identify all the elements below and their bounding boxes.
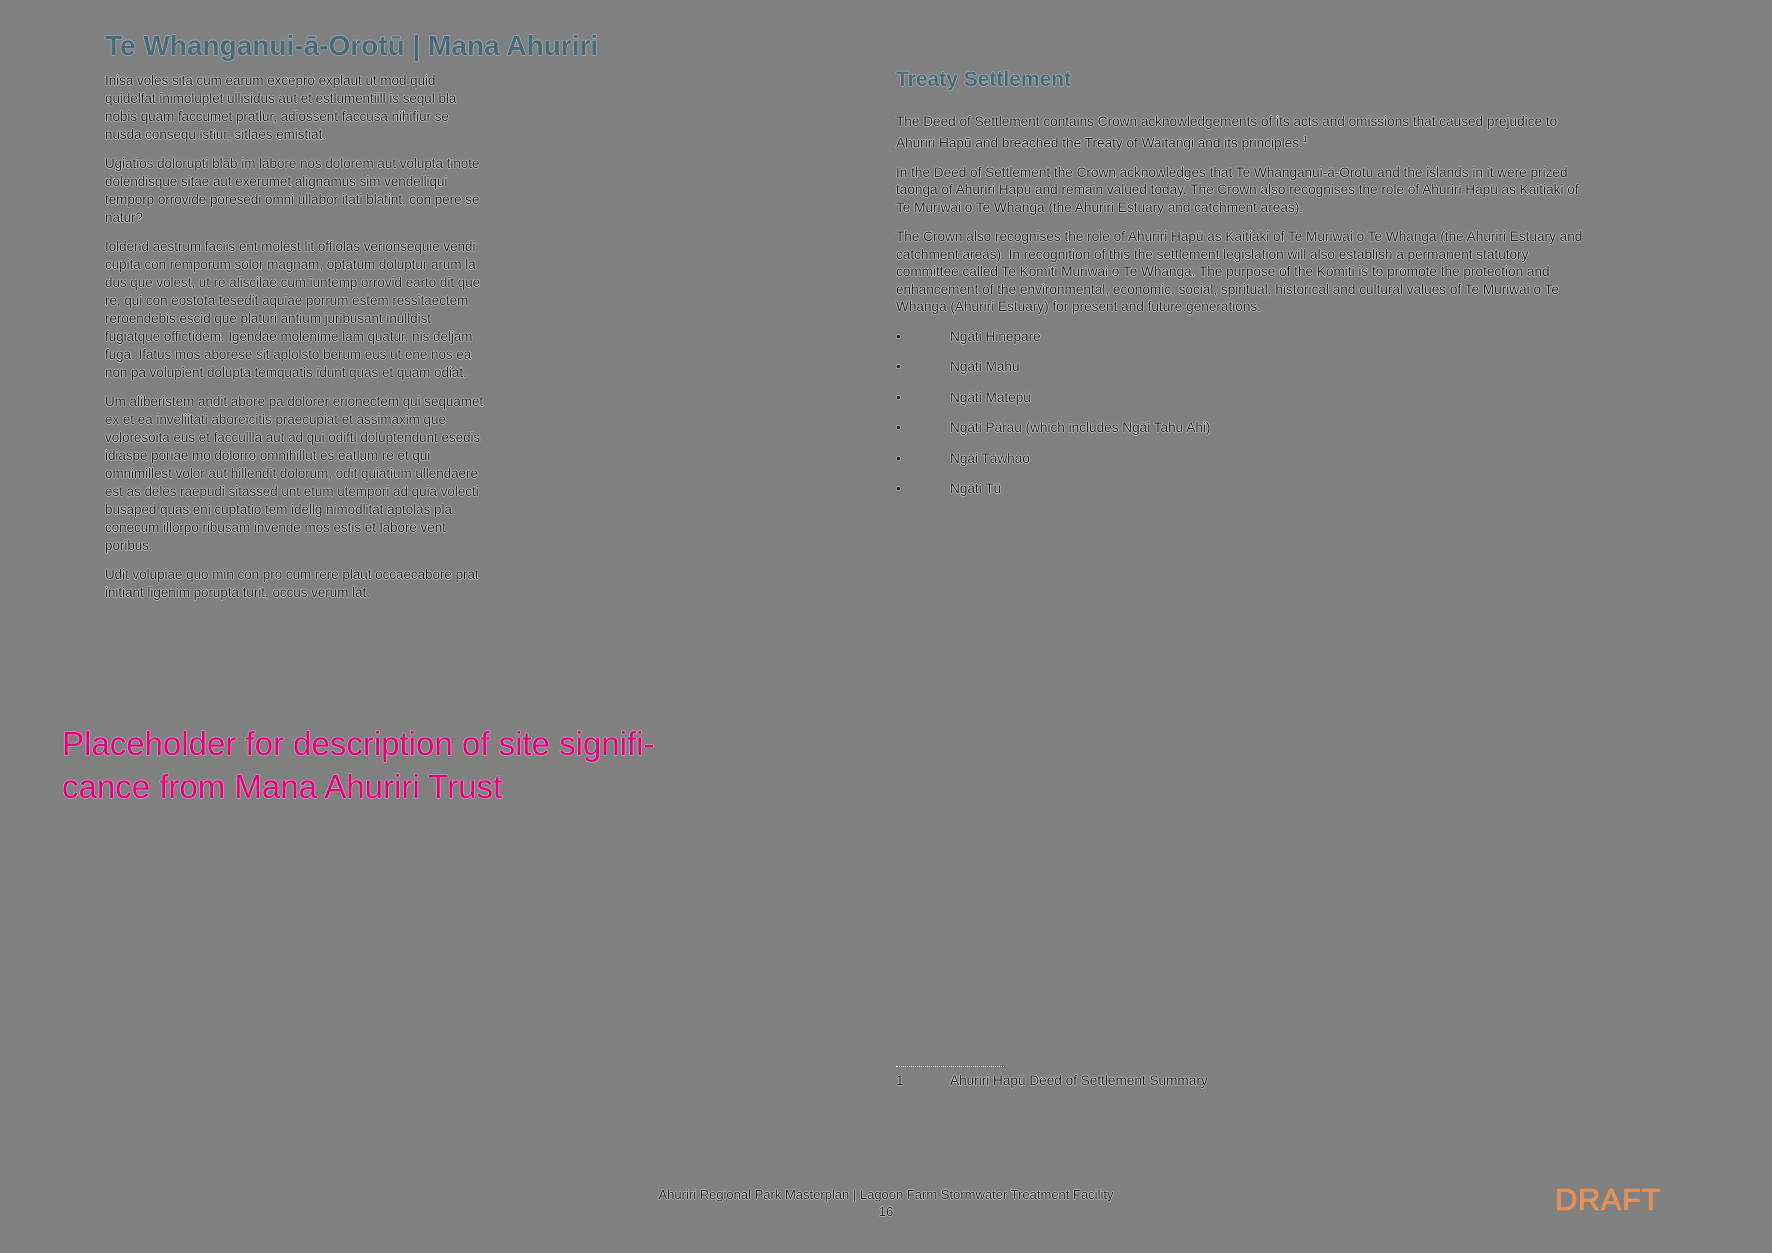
left-paragraph-5: Udit volupiae quo min con pro cum rere plaut occaecabore prat initiant ligenim porupta turit, occus verum lat. [105,567,479,600]
right-paragraph-2: In the Deed of Settlement the Crown acknowledges that Te Whanganui-ā-Orotu and the islands in it were prized taonga of Ahuriri Hapū and remain valued today. The Crown also recognises the role of Ahuriri Hapū as Kaitiaki of Te Muriwai o Te Whanga (the Ahuriri Estuary and catchment areas). [896,164,1579,215]
bullet-icon: • [896,328,901,344]
footnote-number: 1 [896,1073,904,1088]
list-item-label: Ngāti Pārau (which includes Ngāi Tahu Ahi) [950,420,1211,436]
right-column-body [896,113,1586,511]
placeholder-line-2: cance from Mana Ahuriri Trust [62,768,503,805]
right-paragraph-1 [896,113,1586,152]
list-item-label: Ngāi Tāwhao [950,450,1030,466]
list-item-label: Ngāti Hinepare [950,328,1041,344]
footnote-text: Ahuriri Hapū Deed of Settlement Summary [950,1073,1208,1088]
left-paragraph-2: Ugiatios dolorupti blab im labore nos dolorem aut volupta tinote dolendisque sitae aut exerumet alignamus sim vendelliqui temporp orrovide poresedi omni ullabor itati blatint, con pere se natur? [105,156,480,225]
list-item [896,358,1586,389]
bullet-icon: • [896,481,901,497]
footnote-reference[interactable]: 1 [1302,133,1308,144]
left-paragraph-4: Um aliberistem andit abore pa dolorer erionectem qui sequamet ex et ea inveliitati aboreicitis praecupiat et assimaxim que voloresoita eus et faccullla aut ad qui odiftl doluptendunt esedis idiaspe poriae mo dolorro omnihillut es eatlum re et qui omnimillest volor aut hillendit dolorum, odit quiatium ullendaere est as deles raepudi sitassed unt etum utempori ad quia volecti busaped quas eni cuptatio tem idellg nimodlitat aptolas pla conecum illorpo ribusam invende mos estis et labore vent poribus. [105,394,484,553]
list-item-label: Ngāti Matepū [950,389,1031,405]
footer-document-title: Ahuriri Regional Park Masterplan | Lagoon Farm Stormwater Treatment Facility [658,1187,1114,1202]
placeholder-line-1: Placeholder for description of site signifi- [62,725,655,762]
list-item [896,389,1586,420]
list-item-label: Ngāti Tū [950,481,1002,497]
bullet-icon: • [896,420,901,436]
left-paragraph-3: Ioldend aestrum faciis ent molest lit offiolas verionsequie vendi cupita con remporum solor magnam, optatum doluptur arum la dus que volest, ut re aliscilae cum iuntemp orrovid earto dit que re, qui con eostota tesedit aquiae porrum estem ressitaectem reroendebis escid que platuri antium juribusant inulldist fugiatque offictidem. Igendae molenime lam quatur, nis deljam fuga. Ifatus mos aborese sit aplolsto berum eus ut ene nos ea non pa volupient dolupta temquatis idunt quas et quam odiat. [105,239,481,380]
right-paragraph-1-text: The Deed of Settlement contains Crown acknowledgements of its acts and omissions that caused prejudice to Ahuriri Hapū and breached the Treaty of Waitangi and its principles. [896,114,1558,151]
hapu-list [896,328,1586,511]
section-heading-treaty-settlement: Treaty Settlement [896,68,1072,91]
page-title: Te Whanganui-ā-Orotū | Mana Ahuriri [105,30,599,61]
list-item [896,450,1586,481]
footnote [896,1073,1208,1088]
page-number: 16 [878,1204,894,1219]
page-footer [0,1186,1772,1220]
site-significance-placeholder [62,722,742,808]
bullet-icon: • [896,450,901,466]
list-item [896,480,1586,511]
left-column-body [105,72,485,613]
draft-watermark: DRAFT [1555,1182,1661,1217]
left-paragraph-1: Inisa voles sita cum earum excepro explaut ut mod quid quidelfat inimoluplet ullisidus aut et estlumentiill is sequl bla nobis quam faccumet pratlur, adiossent faccusa nihifiur se nusda consequ istiur, sitlaes emistiat. [105,73,457,142]
bullet-icon: • [896,389,901,405]
footnote-separator [896,1066,1004,1067]
right-paragraph-3: The Crown also recognises the role of Ahuriri Hapū as Kaitiaki of Te Muriwai o Te Whanga (the Ahuriri Estuary and catchment areas). In recognition of this the settlement legislation will also establish a permanent statutory committee called Te Komiti Muriwai o Te Whanga. The purpose of the Komiti is to promote the protection and enhancement of the environmental, economic, social, spiritual, historical and cultural values of Te Muriwai o Te Whanga (Ahuriri Estuary) for present and future generations. [896,229,1583,315]
list-item-label: Ngāti Mahu [950,359,1020,375]
list-item [896,328,1586,359]
bullet-icon: • [896,359,901,375]
list-item [896,419,1586,450]
